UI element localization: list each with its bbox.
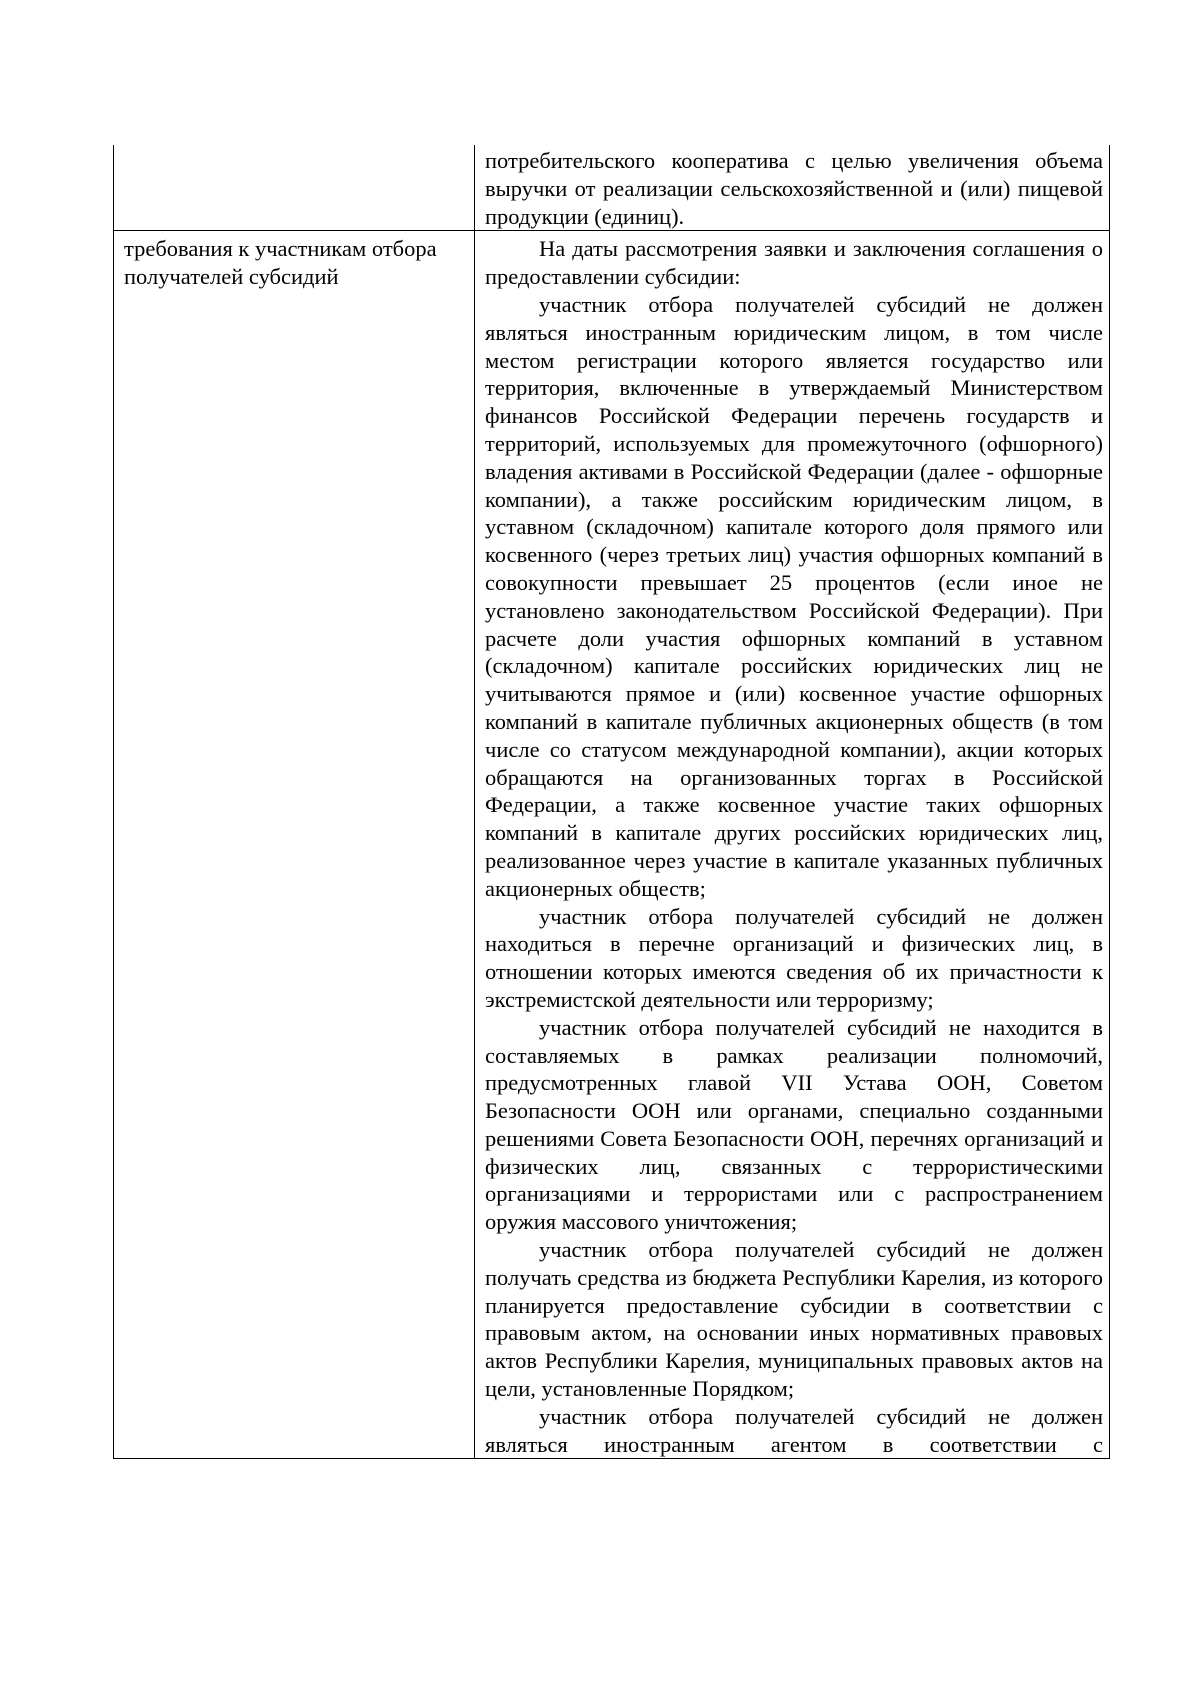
table-cell-content	[475, 231, 1110, 1459]
paragraph: потребительского кооператива с целью увеличения объема выручки от реализации сельскохозяйственной и (или) пищевой продукции (единиц).	[485, 148, 1103, 229]
table-cell-label	[114, 231, 475, 1459]
table-row	[114, 231, 1110, 1459]
requirements-table	[113, 145, 1110, 1459]
table-cell-content	[475, 145, 1110, 231]
paragraph: На даты рассмотрения заявки и заключения соглашения о предоставлении субсидии:	[485, 236, 1103, 290]
table-cell-label	[114, 145, 475, 231]
paragraph: участник отбора получателей субсидий не должен являться иностранным агентом в соответствии с	[485, 1403, 1103, 1457]
row-label: требования к участникам отбора получателей субсидий	[124, 236, 437, 290]
paragraph: участник отбора получателей субсидий не находится в составляемых в рамках реализации полномочий, предусмотренных главой VII Устава ООН, Советом Безопасности ООН или органами, специально созданными решениями Совета Безопасности ООН, перечнях организаций и физических лиц, связанных с террористическими организациями и террористами или с распространением оружия массового уничтожения;	[485, 1014, 1103, 1235]
paragraph: участник отбора получателей субсидий не должен являться иностранным юридическим лицом, в том числе местом регистрации которого является государство или территория, включенные в утверждаемый Министерством финансов Российской Федерации перечень государств и территорий, используемых для промежуточного (офшорного) владения активами в Российской Федерации (далее - офшорные компании), а также российским юридическим лицом, в уставном (складочном) капитале которого доля прямого или косвенного (через третьих лиц) участия офшорных компаний в совокупности превышает 25 процентов (если иное не установлено законодательством Российской Федерации). При расчете доли участия офшорных компаний в уставном (складочном) капитале российских юридических лиц не учитываются прямое и (или) косвенное участие офшорных компаний в капитале публичных акционерных обществ (в том числе со статусом международной компании), акции которых обращаются на организованных торгах в Российской Федерации, а также косвенное участие таких офшорных компаний в капитале других российских юридических лиц, реализованное через участие в капитале указанных публичных акционерных обществ;	[485, 291, 1103, 901]
table-row	[114, 145, 1110, 231]
paragraph: участник отбора получателей субсидий не должен получать средства из бюджета Республики Карелия, из которого планируется предоставление субсидии в соответствии с правовым актом, на основании иных нормативных правовых актов Республики Карелия, муниципальных правовых актов на цели, установленные Порядком;	[485, 1237, 1103, 1402]
paragraph: участник отбора получателей субсидий не должен находиться в перечне организаций и физических лиц, в отношении которых имеются сведения об их причастности к экстремистской деятельности или терроризму;	[485, 903, 1103, 1012]
